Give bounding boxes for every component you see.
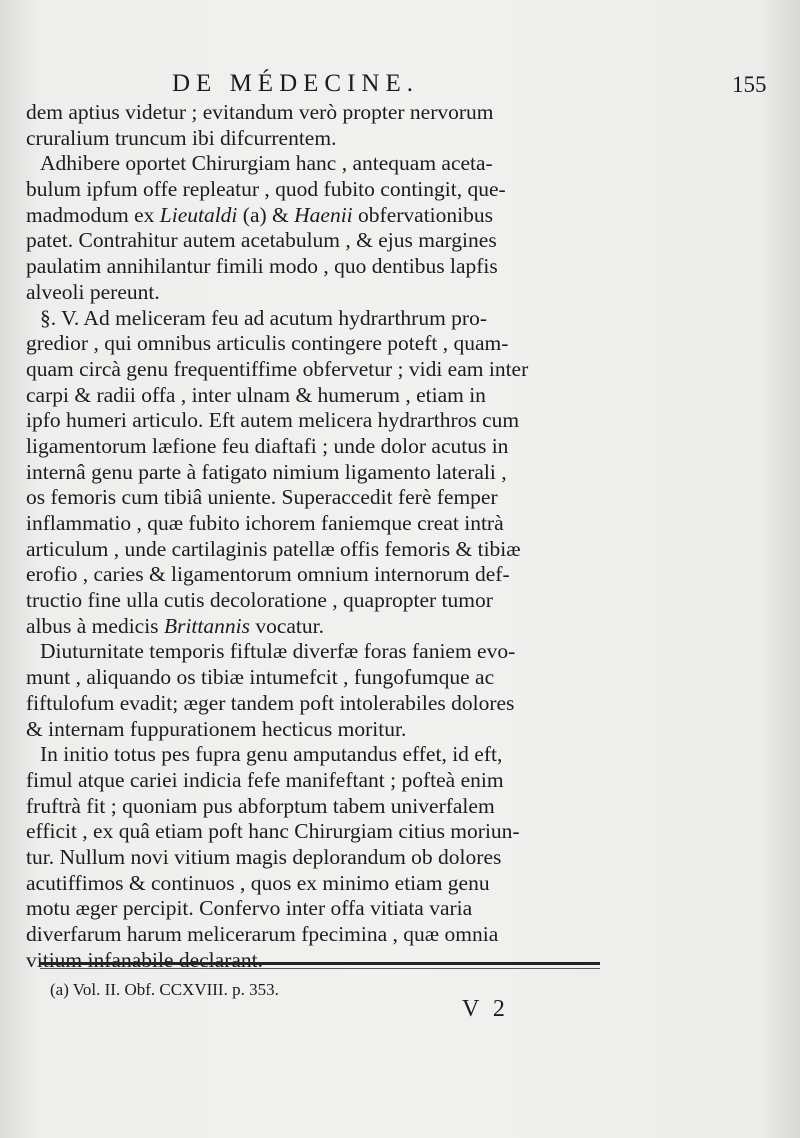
text-line: [26, 768, 606, 794]
text-line: [26, 537, 606, 563]
line-text: acutiffimos & continuos , quos ex minimo etiam genu: [26, 870, 490, 895]
running-header: [0, 70, 800, 104]
text-line: [26, 383, 606, 409]
text-line: [26, 357, 606, 383]
line-text: motu æger percipit. Confervo inter offa vitiata varia: [26, 896, 473, 921]
text-line: [26, 306, 606, 332]
line-text: albus à medicis: [26, 613, 164, 638]
text-line: [26, 408, 606, 434]
line-text: gredior , qui omnibus articulis contingere poteft , quam-: [26, 331, 509, 356]
text-line: [26, 485, 606, 511]
signature-mark: V 2: [462, 996, 509, 1022]
line-text: madmodum ex: [26, 202, 160, 227]
text-line: [26, 871, 606, 897]
line-text: tructio fine ulla cutis decoloratione , quapropter tumor: [26, 588, 493, 613]
text-line: [26, 614, 606, 640]
text-line: [26, 254, 606, 280]
line-text: (a) &: [237, 202, 295, 227]
line-text: paulatim annihilantur fimili modo , quo dentibus lapfis: [26, 254, 498, 279]
line-text: vitium infanabile declarant.: [26, 947, 264, 972]
text-line: [26, 100, 606, 126]
text-line: [26, 922, 606, 948]
line-text: & internam fuppurationem hecticus moritur.: [26, 716, 407, 741]
line-text: Adhibere oportet Chirurgiam hanc , antequam aceta-: [40, 151, 493, 176]
line-text: tur. Nullum novi vitium magis deplorandum ob dolores: [26, 844, 502, 869]
text-line: [26, 511, 606, 537]
line-text: internâ genu parte à fatigato nimium ligamento laterali ,: [26, 459, 507, 484]
italic-name: Brittannis: [163, 613, 250, 638]
line-text: patet. Contrahitur autem acetabulum , & ejus margines: [26, 228, 497, 253]
footnote: (a) Vol. II. Obf. CCXVIII. p. 353.: [50, 980, 279, 999]
page-number: 155: [732, 72, 767, 97]
line-text: fimul atque cariei indicia fefe manifeftant ; pofteà enim: [26, 767, 504, 792]
text-line: [26, 819, 606, 845]
text-line: [26, 151, 606, 177]
italic-name: Haenii: [294, 202, 353, 227]
text-line: [26, 794, 606, 820]
text-line: [26, 280, 606, 306]
text-line: [26, 228, 606, 254]
line-text: alveoli pereunt.: [26, 279, 160, 304]
text-line: [26, 948, 606, 974]
text-line: [26, 742, 606, 768]
line-text: ligamentorum læfione feu diaftafi ; unde dolor acutus in: [26, 433, 509, 458]
line-text: efficit , ex quâ etiam poft hanc Chirurgiam citius moriun-: [26, 819, 520, 844]
text-line: [26, 639, 606, 665]
text-line: [26, 177, 606, 203]
line-text: quam circà genu frequentiffime obfervetur ; vidi eam inter: [26, 356, 529, 381]
line-text: dem aptius videtur ; evitandum verò propter nervorum: [26, 100, 494, 124]
line-text: §. V. Ad meliceram feu ad acutum hydrarthrum pro-: [40, 305, 487, 330]
text-line: [26, 896, 606, 922]
line-text: articulum , unde cartilaginis patellæ offis femoris & tibiæ: [26, 536, 521, 561]
line-text: Diuturnitate temporis fiftulæ diverfæ foras faniem evo-: [40, 639, 516, 664]
line-text: ipfo humeri articulo. Eft autem melicera hydrarthros cum: [26, 408, 520, 433]
line-text: bulum ipfum offe repleatur , quod fubito contingit, que-: [26, 177, 506, 202]
line-text: munt , aliquando os tibiæ intumefcit , fungofumque ac: [26, 665, 495, 690]
text-line: [26, 588, 606, 614]
line-text: carpi & radii offa , inter ulnam & humerum , etiam in: [26, 382, 486, 407]
text-line: [26, 203, 606, 229]
line-text: os femoris cum tibiâ uniente. Superaccedit ferè femper: [26, 485, 498, 510]
text-line: [26, 126, 606, 152]
line-text: diverfarum harum melicerarum fpecimina , quæ omnia: [26, 922, 499, 946]
text-line: [26, 434, 606, 460]
line-text: fiftulofum evadit; æger tandem poft intolerabiles dolores: [26, 690, 515, 715]
line-text: fruftrà fit ; quoniam pus abforptum tabem univerfalem: [26, 793, 495, 818]
text-line: [26, 717, 606, 743]
text-line: [26, 460, 606, 486]
line-text: erofio , caries & ligamentorum omnium internorum def-: [26, 562, 510, 587]
text-line: [26, 691, 606, 717]
text-line: [26, 331, 606, 357]
line-text: vocatur.: [249, 613, 324, 638]
footnote-rule: [40, 962, 600, 965]
line-text: In initio totus pes fupra genu amputandus effet, id eft,: [40, 742, 503, 767]
running-title: DE MÉDECINE.: [172, 70, 419, 97]
italic-name: Lieutaldi: [159, 202, 238, 227]
line-text: cruralium truncum ibi difcurrentem.: [26, 125, 337, 150]
body-text: [26, 100, 606, 973]
text-line: [26, 665, 606, 691]
footnote-rule-thin: [40, 968, 600, 969]
text-line: [26, 845, 606, 871]
text-line: [26, 562, 606, 588]
line-text: obfervationibus: [352, 202, 493, 227]
line-text: inflammatio , quæ fubito ichorem faniemque creat intrà: [26, 511, 504, 535]
